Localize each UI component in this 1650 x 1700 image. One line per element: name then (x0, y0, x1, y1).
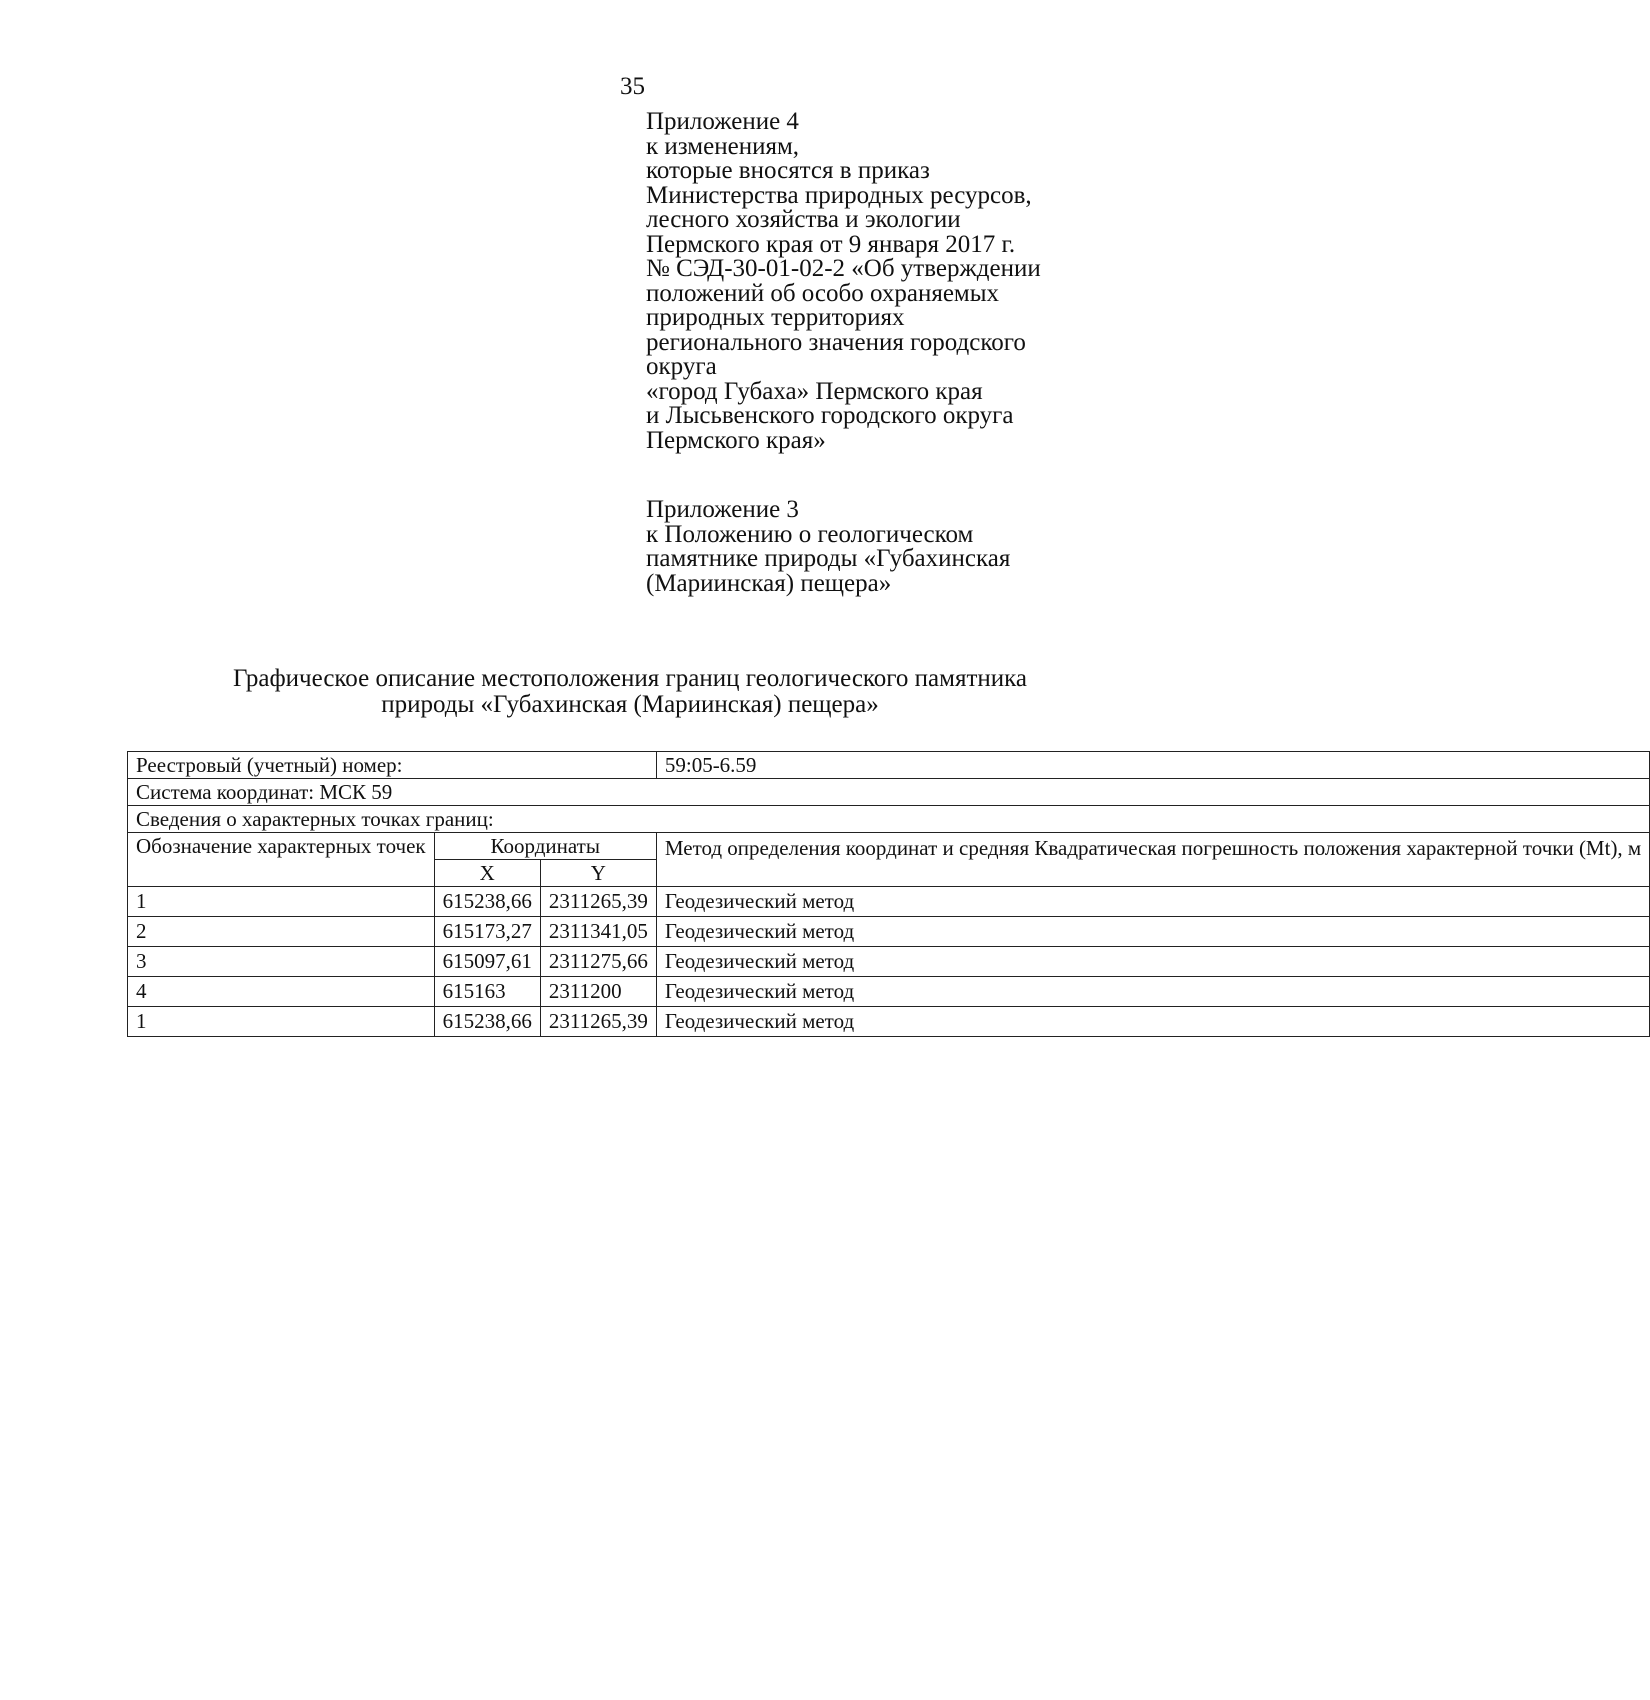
appendix-4-heading: Приложение 4 к изменениям, которые вносятся в приказ Министерства природных ресурсов, лесного хозяйства и экологии Пермского края от 9 января 2017 г. № СЭД-30-01-02-2 «Об утверждении положений об особо охраняемых природных территориях регионального значения городского округа «город Губаха» Пермского края и Лысьвенского городского округа Пермского края» (646, 108, 1041, 454)
point-cell: 2 (128, 917, 435, 947)
table-row (128, 977, 1650, 1007)
method-cell: Геодезический метод (656, 1007, 1649, 1037)
registry-row (128, 752, 1650, 779)
registry-value: 59:05-6.59 (656, 752, 1649, 779)
points-info-row (128, 806, 1650, 833)
y-cell: 2311341,05 (540, 917, 656, 947)
x-cell: 615238,66 (434, 1007, 540, 1037)
x-cell: 615097,61 (434, 947, 540, 977)
x-cell: 615173,27 (434, 917, 540, 947)
y-cell: 2311200 (540, 977, 656, 1007)
header-x: X (434, 860, 540, 887)
point-cell: 1 (128, 1007, 435, 1037)
header-method: Метод определения координат и средняя Квадратическая погрешность положения характерной точки (Mt), м (656, 833, 1649, 887)
header-y: Y (540, 860, 656, 887)
method-cell: Геодезический метод (656, 947, 1649, 977)
point-cell: 4 (128, 977, 435, 1007)
header-row (128, 833, 1650, 860)
y-cell: 2311265,39 (540, 887, 656, 917)
header-coordinates: Координаты (434, 833, 656, 860)
coord-system-row (128, 779, 1650, 806)
method-cell: Геодезический метод (656, 977, 1649, 1007)
x-cell: 615238,66 (434, 887, 540, 917)
x-cell: 615163 (434, 977, 540, 1007)
table-row (128, 1007, 1650, 1037)
point-cell: 3 (128, 947, 435, 977)
table-row (128, 887, 1650, 917)
points-info: Сведения о характерных точках границ: (128, 806, 1650, 833)
table-row (128, 947, 1650, 977)
point-cell: 1 (128, 887, 435, 917)
registry-label: Реестровый (учетный) номер: (128, 752, 657, 779)
method-cell: Геодезический метод (656, 917, 1649, 947)
page-number: 35 (620, 73, 645, 100)
document-title: Графическое описание местоположения границ геологического памятника природы «Губахинская (Мариинская) пещера» (232, 665, 1028, 718)
y-cell: 2311275,66 (540, 947, 656, 977)
coordinates-table (127, 751, 1650, 1037)
coord-system: Система координат: МСК 59 (128, 779, 1650, 806)
table-row (128, 917, 1650, 947)
header-point-designation: Обозначение характерных точек (128, 833, 435, 887)
method-cell: Геодезический метод (656, 887, 1649, 917)
y-cell: 2311265,39 (540, 1007, 656, 1037)
appendix-3-heading: Приложение 3 к Положению о геологическом памятнике природы «Губахинская (Мариинская) пещера» (646, 496, 1011, 597)
